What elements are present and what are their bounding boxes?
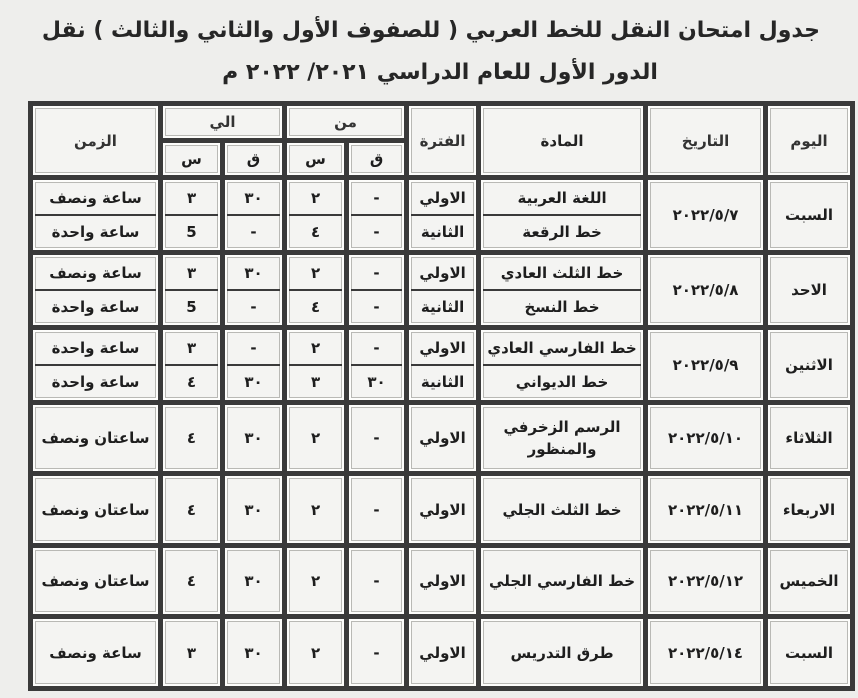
from-minutes-value: - [373, 338, 380, 357]
to-minutes-cell [225, 180, 282, 250]
duration-cell [33, 180, 158, 250]
from-hours-cell [287, 180, 344, 250]
subject-cell [481, 180, 643, 250]
subject-value: خط الديواني [483, 364, 641, 398]
date-cell: ٢٠٢٢/٥/٩ [648, 330, 763, 400]
to-hours-value: ٣ [186, 264, 197, 283]
schedule-row [33, 619, 850, 686]
to-hours-value: ٤ [165, 364, 218, 398]
title-line-1: جدول امتحان النقل للخط العربي ( للصفوف الأول والثاني والثالث ) نقل [41, 18, 820, 43]
from-minutes-value: ٣٠ [351, 364, 402, 398]
duration-value: ساعة واحدة [35, 364, 156, 398]
date-cell: ٢٠٢٢/٥/٨ [648, 255, 763, 325]
period-value: الاولي [419, 264, 466, 283]
duration-value: ساعة واحدة [35, 289, 156, 323]
from-minutes-cell: - [349, 405, 404, 472]
subject-cell: خط الثلث الجلي [481, 476, 643, 543]
day-cell: السبت [768, 619, 850, 686]
to-hours-cell: ٤ [163, 548, 220, 615]
day-cell: السبت [768, 180, 850, 250]
day-cell: الاثنين [768, 330, 850, 400]
header-to-minutes: ق [225, 143, 282, 175]
subject-value: اللغة العربية [517, 189, 607, 208]
to-hours-cell: ٤ [163, 405, 220, 472]
to-minutes-value: - [227, 214, 280, 248]
to-minutes-value: ٣٠ [244, 264, 263, 283]
from-minutes-value: - [351, 214, 402, 248]
from-hours-value: ٣ [289, 364, 342, 398]
from-minutes-cell: - [349, 476, 404, 543]
to-minutes-cell: ٣٠ [225, 405, 282, 472]
to-hours-cell [163, 330, 220, 400]
period-value: الثانية [411, 364, 474, 398]
subject-value: خط الثلث العادي [500, 264, 624, 283]
to-hours-value: ٣ [186, 338, 197, 357]
to-hours-cell: ٣ [163, 619, 220, 686]
schedule-row [33, 180, 850, 250]
from-hours-cell [287, 255, 344, 325]
from-hours-value: ٤ [289, 214, 342, 248]
subject-value: خط النسخ [483, 289, 641, 323]
from-minutes-value: - [351, 289, 402, 323]
period-cell [409, 180, 476, 250]
title-line-2: الدور الأول للعام الدراسي ٢٠٢١/ ٢٠٢٢ م [222, 60, 658, 85]
from-minutes-value: - [373, 264, 380, 283]
from-minutes-cell [349, 330, 404, 400]
from-minutes-cell [349, 255, 404, 325]
period-cell: الاولي [409, 619, 476, 686]
duration-cell: ساعتان ونصف [33, 476, 158, 543]
from-hours-cell: ٢ [287, 548, 344, 615]
date-cell: ٢٠٢٢/٥/١١ [648, 476, 763, 543]
duration-cell [33, 255, 158, 325]
header-from-hours: س [287, 143, 344, 175]
date-cell: ٢٠٢٢/٥/١٠ [648, 405, 763, 472]
header-duration: الزمن [33, 106, 158, 175]
from-minutes-cell [349, 180, 404, 250]
date-cell: ٢٠٢٢/٥/٧ [648, 180, 763, 250]
header-to: الي [163, 106, 282, 138]
from-minutes-value: - [373, 189, 380, 208]
header-day: اليوم [768, 106, 850, 175]
schedule-row [33, 548, 850, 615]
duration-cell: ساعة ونصف [33, 619, 158, 686]
to-minutes-value: - [227, 289, 280, 323]
from-hours-cell: ٢ [287, 619, 344, 686]
duration-value: ساعة ونصف [49, 189, 142, 208]
period-value: الاولي [419, 189, 466, 208]
day-cell: الخميس [768, 548, 850, 615]
header-subject: المادة [481, 106, 643, 175]
header-date: التاريخ [648, 106, 763, 175]
to-hours-cell [163, 255, 220, 325]
period-cell: الاولي [409, 548, 476, 615]
period-cell [409, 255, 476, 325]
to-hours-cell: ٤ [163, 476, 220, 543]
subject-value: خط الرقعة [483, 214, 641, 248]
from-hours-value: ٢ [310, 338, 321, 357]
date-cell: ٢٠٢٢/٥/١٢ [648, 548, 763, 615]
header-period: الفترة [409, 106, 476, 175]
from-minutes-cell: - [349, 548, 404, 615]
duration-value: ساعة ونصف [49, 264, 142, 283]
from-hours-value: ٤ [289, 289, 342, 323]
subject-cell [481, 255, 643, 325]
period-value: الثانية [411, 214, 474, 248]
to-minutes-cell: ٣٠ [225, 619, 282, 686]
duration-value: ساعة واحدة [35, 214, 156, 248]
header-from: من [287, 106, 404, 138]
period-value: الاولي [419, 338, 466, 357]
document-title [41, 10, 820, 94]
to-hours-value: 5 [165, 214, 218, 248]
to-minutes-value: ٣٠ [244, 189, 263, 208]
day-cell: الاحد [768, 255, 850, 325]
period-cell: الاولي [409, 476, 476, 543]
header-from-minutes: ق [349, 143, 404, 175]
from-hours-value: ٢ [310, 264, 321, 283]
schedule-table [28, 101, 855, 691]
from-hours-cell [287, 330, 344, 400]
period-value: الثانية [411, 289, 474, 323]
header-to-hours: س [163, 143, 220, 175]
duration-cell: ساعتان ونصف [33, 548, 158, 615]
from-minutes-cell: - [349, 619, 404, 686]
subject-cell [481, 330, 643, 400]
to-minutes-cell [225, 330, 282, 400]
from-hours-cell: ٢ [287, 405, 344, 472]
duration-cell: ساعتان ونصف [33, 405, 158, 472]
to-hours-value: 5 [165, 289, 218, 323]
to-minutes-cell: ٣٠ [225, 476, 282, 543]
date-cell: ٢٠٢٢/٥/١٤ [648, 619, 763, 686]
subject-cell: خط الفارسي الجلي [481, 548, 643, 615]
schedule-row [33, 330, 850, 400]
header-row [33, 106, 850, 138]
to-minutes-cell [225, 255, 282, 325]
subject-cell: الرسم الزخرفي والمنظور [481, 405, 643, 472]
day-cell: الاربعاء [768, 476, 850, 543]
day-cell: الثلاثاء [768, 405, 850, 472]
to-hours-cell [163, 180, 220, 250]
duration-cell [33, 330, 158, 400]
schedule-row [33, 255, 850, 325]
from-hours-value: ٢ [310, 189, 321, 208]
schedule-row [33, 405, 850, 472]
to-hours-value: ٣ [186, 189, 197, 208]
duration-value: ساعة واحدة [51, 338, 140, 357]
to-minutes-value: - [250, 338, 257, 357]
to-minutes-value: ٣٠ [227, 364, 280, 398]
subject-cell: طرق التدريس [481, 619, 643, 686]
schedule-row [33, 476, 850, 543]
subject-value: خط الفارسي العادي [487, 338, 637, 357]
from-hours-cell: ٢ [287, 476, 344, 543]
period-cell [409, 330, 476, 400]
to-minutes-cell: ٣٠ [225, 548, 282, 615]
period-cell: الاولي [409, 405, 476, 472]
